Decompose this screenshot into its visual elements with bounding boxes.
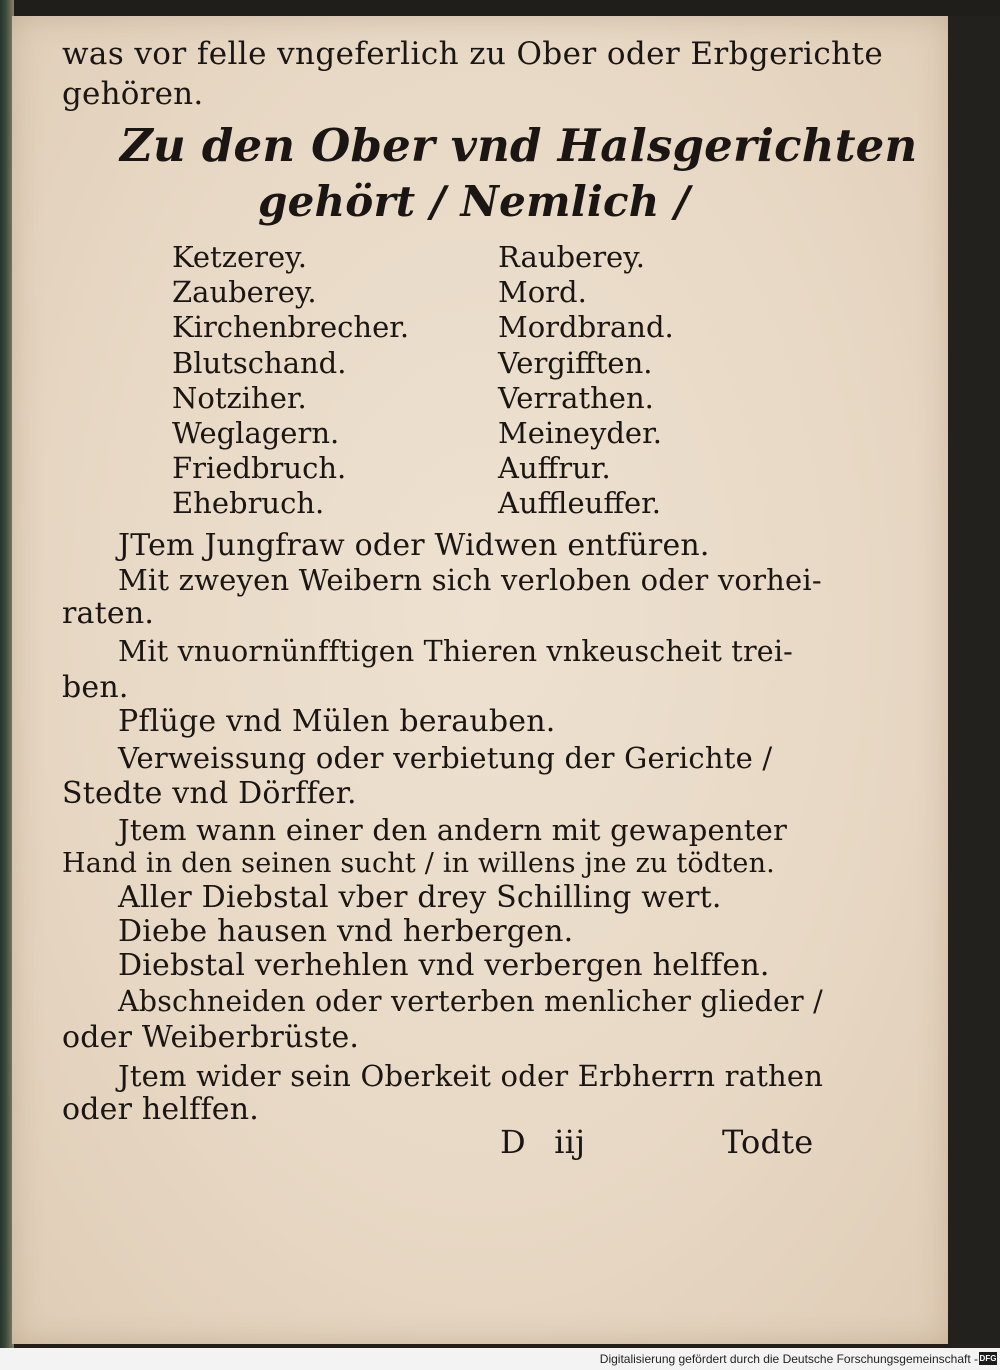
body-line: Diebstal verhehlen vnd verbergen helffen. (118, 948, 770, 983)
body-line: Jtem wann einer den andern mit gewapenter (118, 813, 788, 847)
offence-item: Auffrur. (498, 451, 611, 486)
body-line: Hand in den seinen sucht / in willens jne zu tödten. (62, 848, 775, 879)
catchword: Todte (722, 1123, 814, 1161)
offence-item: Blutschand. (172, 345, 347, 380)
signature-mark: D iij (500, 1123, 586, 1161)
offence-item: Rauberey. (498, 240, 645, 274)
body-line: ben. (62, 670, 129, 705)
body-line: JTem Jungfraw oder Widwen entfüren. (118, 528, 710, 563)
body-line: Aller Diebstal vber drey Schilling wert. (118, 880, 722, 915)
body-line: oder Weiberbrüste. (62, 1020, 360, 1055)
offence-item: Notziher. (172, 380, 307, 415)
offence-item: Mord. (498, 275, 587, 310)
offence-list-left (172, 240, 409, 522)
body-line: Diebe hausen vnd herbergen. (118, 914, 574, 949)
offence-item: Weglagern. (172, 415, 340, 450)
body-line: Mit vnuornünfftigen Thieren vnkeuscheit trei- (118, 635, 793, 668)
offence-item: Mordbrand. (498, 310, 674, 345)
section-title-line-1: Zu den Ober vnd Halsgerichten (120, 119, 918, 172)
offence-item: Zauberey. (172, 275, 317, 310)
body-line: Pflüge vnd Mülen berauben. (118, 704, 556, 739)
body-line: Stedte vnd Dörffer. (62, 776, 357, 811)
offence-item: Verrathen. (498, 380, 654, 415)
offence-list-right (498, 240, 674, 522)
dfg-logo: DFG (979, 1354, 997, 1363)
section-title-line-2: gehört / Nemlich / (258, 177, 690, 226)
footer-credit: Digitalisierung gefördert durch die Deutsche Forschungsgemeinschaft - (599, 1352, 978, 1366)
body-line: raten. (62, 596, 155, 631)
header-line-2: gehören. (62, 76, 204, 112)
body-line: Verweissung oder verbietung der Gerichte / (118, 741, 773, 775)
body-line: Mit zweyen Weibern sich verloben oder vorhei- (118, 563, 822, 597)
offence-item: Auffleuffer. (498, 486, 661, 521)
body-line: Jtem wider sein Oberkeit oder Erbherrn rathen (118, 1059, 824, 1093)
offence-item: Ehebruch. (172, 486, 325, 521)
offence-item: Ketzerey. (172, 240, 307, 274)
offence-item: Friedbruch. (172, 451, 347, 486)
header-line-1: was vor felle vngeferlich zu Ober oder Erbgerichte (62, 36, 884, 72)
page-shadow (948, 16, 1000, 1348)
body-line: Abschneiden oder verterben menlicher glieder / (118, 985, 823, 1018)
offence-item: Meineyder. (498, 415, 662, 450)
body-line: oder helffen. (62, 1092, 259, 1127)
offence-item: Vergifften. (498, 345, 653, 380)
offence-item: Kirchenbrecher. (172, 310, 410, 345)
